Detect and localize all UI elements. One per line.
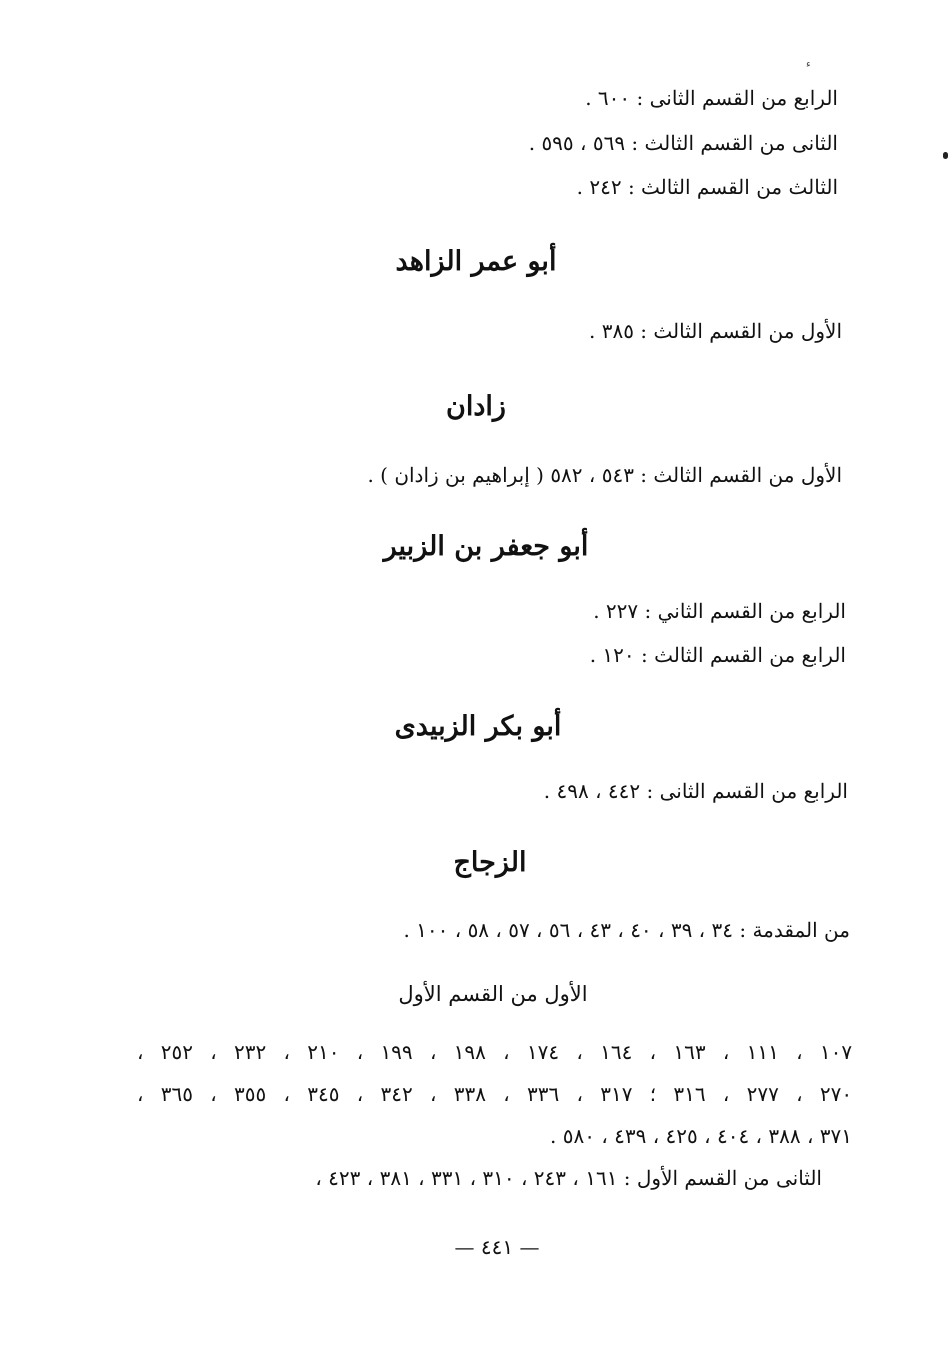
reference-line: الرابع من القسم الثانى : ٦٠٠ . (585, 86, 838, 110)
entry-heading: أبو بكر الزبيدى (394, 711, 562, 742)
entry-heading: أبو عمر الزاهد (395, 246, 557, 277)
reference-line: الأول من القسم الثالث : ٣٨٥ . (589, 319, 842, 343)
reference-line: الثالث من القسم الثالث : ٢٤٢ . (576, 175, 838, 199)
reference-line: الرابع من القسم الثاني : ٢٢٧ . (593, 599, 846, 623)
reference-line: الرابع من القسم الثانى : ٤٤٢ ، ٤٩٨ . (543, 779, 848, 803)
reference-line: من المقدمة : ٣٤ ، ٣٩ ، ٤٠ ، ٤٣ ، ٥٦ ، ٥٧ ، ٥٨ ، ١٠٠ . (403, 918, 850, 942)
reference-paragraph-line: ٢٧٠ ، ٢٧٧ ، ٣١٦ ؛ ٣١٧ ، ٣٣٦ ، ٣٣٨ ، ٣٤٢ ، ٣٤٥ ، ٣٥٥ ، ٣٦٥ ، (137, 1082, 853, 1106)
reference-line: الأول من القسم الثالث : ٥٤٣ ، ٥٨٢ ( إبراهيم بن زادان ) . (367, 463, 842, 487)
stray-mark: ء (806, 59, 811, 70)
reference-line: الثانى من القسم الأول : ١٦١ ، ٢٤٣ ، ٣١٠ ، ٣٣١ ، ٣٨١ ، ٤٢٣ ، (315, 1166, 822, 1190)
reference-paragraph-line: ٣٧١ ، ٣٨٨ ، ٤٠٤ ، ٤٢٥ ، ٤٣٩ ، ٥٨٠ . (550, 1124, 852, 1148)
entry-heading: زادان (446, 391, 506, 422)
margin-dot (943, 152, 948, 159)
page-number: — ٤٤١ — (454, 1235, 540, 1259)
reference-line: الثانى من القسم الثالث : ٥٦٩ ، ٥٩٥ . (528, 131, 838, 155)
section-subheading: الأول من القسم الأول (398, 982, 588, 1006)
reference-line: الرابع من القسم الثالث : ١٢٠ . (589, 643, 846, 667)
reference-paragraph-line: ١٠٧ ، ١١١ ، ١٦٣ ، ١٦٤ ، ١٧٤ ، ١٩٨ ، ١٩٩ ، ٢١٠ ، ٢٣٢ ، ٢٥٢ ، (137, 1040, 853, 1064)
entry-heading: أبو جعفر بن الزبير (383, 531, 589, 562)
entry-heading: الزجاج (453, 847, 527, 878)
